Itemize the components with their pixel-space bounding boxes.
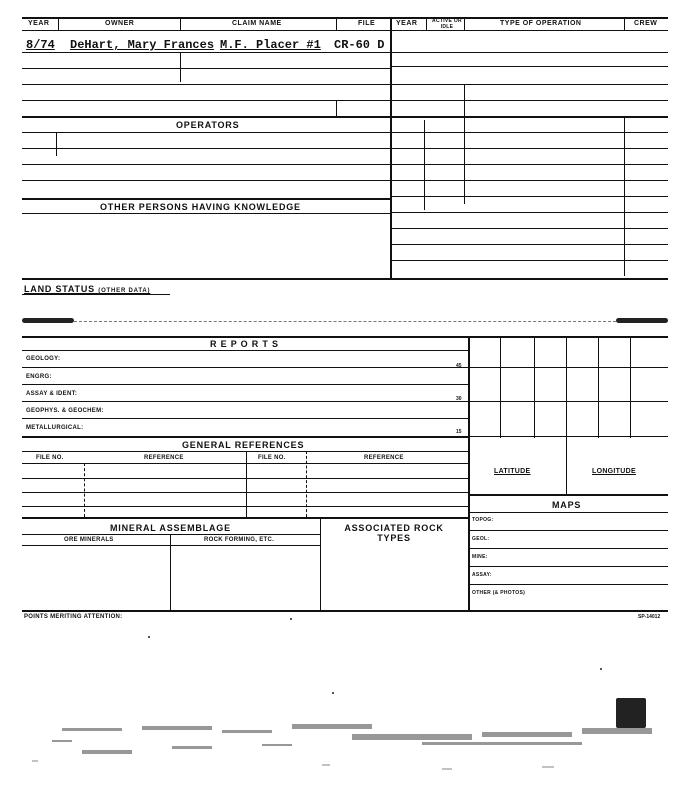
sep <box>306 451 307 517</box>
row-line <box>468 494 668 496</box>
col-year: YEAR <box>28 20 50 27</box>
row-line <box>22 384 468 385</box>
ore-minerals-col: ORE MINERALS <box>64 537 114 543</box>
row-line <box>22 164 390 165</box>
row-line <box>468 512 668 513</box>
row-line <box>22 213 390 214</box>
grid-line <box>630 338 631 438</box>
reports-heading: R E P O R T S <box>210 339 279 349</box>
map-other: OTHER (& PHOTOS) <box>472 590 526 596</box>
row-line <box>22 401 468 402</box>
row-line <box>468 548 668 549</box>
row-line <box>22 506 468 507</box>
sep <box>84 463 85 517</box>
entry-claim-name: M.F. Placer #1 <box>220 38 321 52</box>
block-bottom-rule <box>22 278 668 280</box>
col-active-idle: ACTIVE OR IDLE <box>432 18 462 30</box>
row-line <box>390 196 668 197</box>
reports-top-rule <box>22 336 668 338</box>
speck <box>148 636 150 638</box>
row-line <box>22 478 468 479</box>
grid-line <box>534 338 535 438</box>
grid-line <box>468 436 668 437</box>
rock-forming-col: ROCK FORMING, ETC. <box>204 537 275 543</box>
row-line <box>22 350 468 351</box>
speck <box>290 618 292 620</box>
speck <box>600 668 602 670</box>
scan-line <box>74 321 616 322</box>
sep <box>464 17 465 31</box>
sep <box>336 100 337 116</box>
row-line <box>22 180 390 181</box>
col-file: FILE <box>358 20 376 27</box>
row-line <box>390 164 668 165</box>
entry-year: 8/74 <box>26 38 55 52</box>
sep <box>180 17 181 31</box>
row-line <box>390 132 668 133</box>
right-block-divider <box>468 336 470 611</box>
sep <box>320 517 321 610</box>
col-type-of-operation: TYPE OF OPERATION <box>500 20 582 27</box>
map-geol: GEOL: <box>472 536 490 542</box>
sep <box>56 132 57 156</box>
row-line <box>390 212 668 213</box>
sep <box>624 17 625 31</box>
row-line <box>22 132 390 133</box>
general-references-heading: GENERAL REFERENCES <box>182 440 305 450</box>
bottom-rule <box>22 610 668 612</box>
row-line <box>468 584 668 585</box>
sep <box>180 52 181 82</box>
scan-smudge <box>616 318 668 323</box>
row-line <box>22 84 390 85</box>
report-number: 45 <box>456 363 462 369</box>
entry-file: CR-60 D <box>334 38 385 52</box>
land-status-heading: LAND STATUS (OTHER DATA) <box>24 284 151 294</box>
entry-owner: DeHart, Mary Frances <box>70 38 215 52</box>
row-line <box>22 100 390 101</box>
row-line <box>390 84 668 85</box>
gen-ref-file-no-1: FILE NO. <box>36 455 64 461</box>
report-engrg: ENGRG: <box>26 374 52 380</box>
mineral-assemblage-heading: MINERAL ASSEMBLAGE <box>110 523 231 533</box>
row-line <box>22 463 468 464</box>
sep <box>426 17 427 31</box>
report-geology: GEOLOGY: <box>26 356 61 362</box>
form-number: SP-14012 <box>638 614 661 620</box>
points-meriting-attention: POINTS MERITING ATTENTION: <box>24 614 123 620</box>
row-line <box>22 148 390 149</box>
row-line <box>22 198 390 200</box>
row-line <box>22 367 468 368</box>
gen-ref-reference-1: REFERENCE <box>144 455 184 461</box>
row-line <box>468 530 668 531</box>
row-line <box>390 100 668 101</box>
report-assay: ASSAY & IDENT: <box>26 391 78 397</box>
report-number: 30 <box>456 396 462 402</box>
report-number: 15 <box>456 429 462 435</box>
gen-ref-file-no-2: FILE NO. <box>258 455 286 461</box>
row-line <box>390 116 668 118</box>
col-crew: CREW <box>634 20 658 27</box>
sep <box>464 84 465 204</box>
row-line <box>22 68 390 69</box>
grid-line <box>468 401 668 402</box>
row-line <box>468 566 668 567</box>
sep <box>336 17 337 31</box>
row-line <box>22 418 468 419</box>
sep <box>58 17 59 31</box>
associated-rock-types-heading: ASSOCIATED ROCK TYPES <box>344 523 444 543</box>
scan-smudge <box>22 318 74 323</box>
row-line <box>22 451 468 452</box>
row-line <box>22 545 320 546</box>
gen-ref-reference-2: REFERENCE <box>364 455 404 461</box>
row-line <box>22 492 468 493</box>
row-line <box>22 517 468 519</box>
grid-line <box>566 338 567 494</box>
maps-heading: MAPS <box>552 500 582 510</box>
grid-line <box>500 338 501 438</box>
speck <box>332 692 334 694</box>
land-status-note: (OTHER DATA) <box>98 288 151 294</box>
operators-heading: OPERATORS <box>176 120 240 130</box>
row-line <box>22 534 320 535</box>
row-line <box>22 52 390 53</box>
row-line <box>390 66 668 67</box>
longitude-label: LONGITUDE <box>592 468 636 475</box>
row-line <box>22 116 390 118</box>
map-topog: TOPOG: <box>472 517 494 523</box>
grid-line <box>598 338 599 438</box>
underline <box>22 294 170 295</box>
row-line <box>390 260 668 261</box>
report-geophys: GEOPHYS. & GEOCHEM: <box>26 408 104 414</box>
header-rule <box>22 30 668 31</box>
grid-line <box>468 367 668 368</box>
sep <box>624 116 625 276</box>
col-claim-name: CLAIM NAME <box>232 20 282 27</box>
col-owner: OWNER <box>105 20 135 27</box>
latitude-label: LATITUDE <box>494 468 531 475</box>
row-line <box>390 228 668 229</box>
sep <box>170 534 171 610</box>
row-line <box>390 180 668 181</box>
top-rule <box>22 17 668 19</box>
row-line <box>390 52 668 53</box>
report-metallurgical: METALLURGICAL: <box>26 425 84 431</box>
row-line <box>390 148 668 149</box>
sep <box>424 120 425 210</box>
row-line <box>22 436 468 438</box>
row-line <box>390 244 668 245</box>
scan-noise <box>22 720 668 780</box>
col-year-2: YEAR <box>396 20 418 27</box>
sep <box>246 451 247 517</box>
map-assay: ASSAY: <box>472 572 492 578</box>
map-mine: MINE: <box>472 554 488 560</box>
other-persons-heading: OTHER PERSONS HAVING KNOWLEDGE <box>100 202 301 212</box>
